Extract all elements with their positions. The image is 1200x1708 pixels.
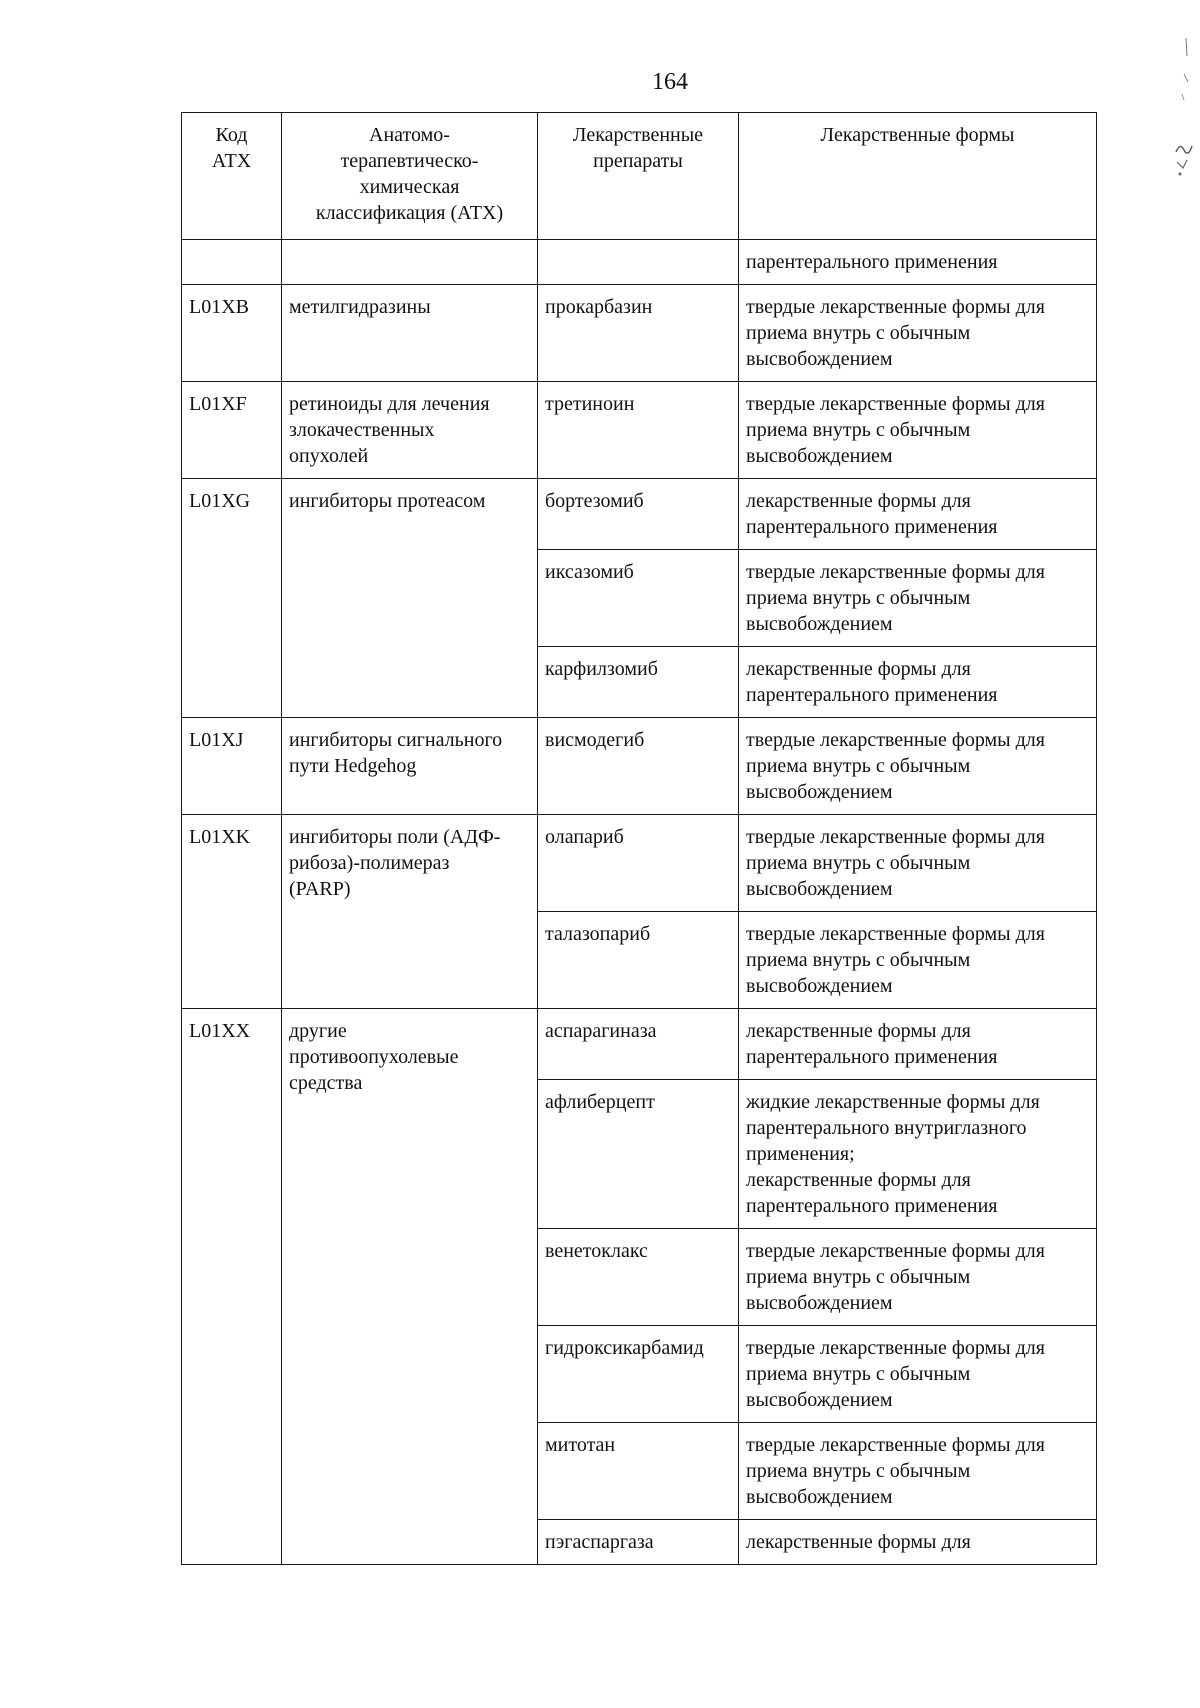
table-row xyxy=(182,1009,1097,1080)
dosage-form-cell: парентерального применения xyxy=(739,240,1097,285)
drug-name-cell: висмодегиб xyxy=(538,718,739,815)
dosage-form-cell: твердые лекарственные формы для приема внутрь с обычным высвобождением xyxy=(739,1423,1097,1520)
drug-name-cell: талазопариб xyxy=(538,912,739,1009)
atc-code-cell: L01XK xyxy=(182,815,282,1009)
drug-name-cell: третиноин xyxy=(538,382,739,479)
atc-group-name-cell: ингибиторы поли (АДФ- рибоза)-полимераз (PARP) xyxy=(282,815,538,1009)
scan-margin-mark xyxy=(1172,34,1194,184)
table-row xyxy=(182,815,1097,912)
table-cell-empty xyxy=(282,240,538,285)
table-body xyxy=(182,240,1097,1565)
atc-drug-table xyxy=(181,112,1097,1565)
table-row xyxy=(182,718,1097,815)
dosage-form-cell: твердые лекарственные формы для приема внутрь с обычным высвобождением xyxy=(739,285,1097,382)
atc-code-cell: L01XJ xyxy=(182,718,282,815)
drug-name-cell: карфилзомиб xyxy=(538,647,739,718)
table-row xyxy=(182,479,1097,550)
atc-group-name-cell: ингибиторы сигнального пути Hedgehog xyxy=(282,718,538,815)
atc-group-name-cell: другие противоопухолевые средства xyxy=(282,1009,538,1565)
dosage-form-cell: твердые лекарственные формы для приема внутрь с обычным высвобождением xyxy=(739,382,1097,479)
atc-code-cell: L01XB xyxy=(182,285,282,382)
dosage-form-cell: твердые лекарственные формы для приема внутрь с обычным высвобождением xyxy=(739,1229,1097,1326)
drug-name-cell: венетоклакс xyxy=(538,1229,739,1326)
dosage-form-cell: твердые лекарственные формы для приема внутрь с обычным высвобождением xyxy=(739,815,1097,912)
atc-code-cell: L01XF xyxy=(182,382,282,479)
drug-name-cell: олапариб xyxy=(538,815,739,912)
page-number: 164 xyxy=(652,69,688,95)
atc-code-cell: L01XG xyxy=(182,479,282,718)
table-cell-empty xyxy=(538,240,739,285)
dosage-form-cell: лекарственные формы для парентерального применения xyxy=(739,479,1097,550)
table-row xyxy=(182,285,1097,382)
drug-name-cell: гидроксикарбамид xyxy=(538,1326,739,1423)
dosage-form-cell: жидкие лекарственные формы для парентерального внутриглазного применения; лекарственные формы для парентерального применения xyxy=(739,1080,1097,1229)
atc-group-name-cell: ингибиторы протеасом xyxy=(282,479,538,718)
drug-name-cell: пэгаспаргаза xyxy=(538,1520,739,1565)
atc-group-name-cell: ретиноиды для лечения злокачественных опухолей xyxy=(282,382,538,479)
atc-code-cell: L01XX xyxy=(182,1009,282,1565)
table-header-row xyxy=(182,113,1097,240)
drug-name-cell: митотан xyxy=(538,1423,739,1520)
header-atc-classification: Анатомо- терапевтическо- химическая классификация (АТХ) xyxy=(282,113,538,240)
dosage-form-cell: лекарственные формы для парентерального применения xyxy=(739,647,1097,718)
continuation-row xyxy=(182,240,1097,285)
atc-group-name-cell: метилгидразины xyxy=(282,285,538,382)
dosage-form-cell: твердые лекарственные формы для приема внутрь с обычным высвобождением xyxy=(739,718,1097,815)
dosage-form-cell: лекарственные формы для парентерального применения xyxy=(739,1009,1097,1080)
table-row xyxy=(182,382,1097,479)
dosage-form-cell: лекарственные формы для xyxy=(739,1520,1097,1565)
drug-name-cell: афлиберцепт xyxy=(538,1080,739,1229)
header-drugs: Лекарственные препараты xyxy=(538,113,739,240)
drug-name-cell: иксазомиб xyxy=(538,550,739,647)
dosage-form-cell: твердые лекарственные формы для приема внутрь с обычным высвобождением xyxy=(739,550,1097,647)
drug-name-cell: аспарагиназа xyxy=(538,1009,739,1080)
header-atc-code: Код АТХ xyxy=(182,113,282,240)
table-cell-empty xyxy=(182,240,282,285)
header-dosage-forms: Лекарственные формы xyxy=(739,113,1097,240)
dosage-form-cell: твердые лекарственные формы для приема внутрь с обычным высвобождением xyxy=(739,912,1097,1009)
dosage-form-cell: твердые лекарственные формы для приема внутрь с обычным высвобождением xyxy=(739,1326,1097,1423)
drug-name-cell: бортезомиб xyxy=(538,479,739,550)
drug-name-cell: прокарбазин xyxy=(538,285,739,382)
